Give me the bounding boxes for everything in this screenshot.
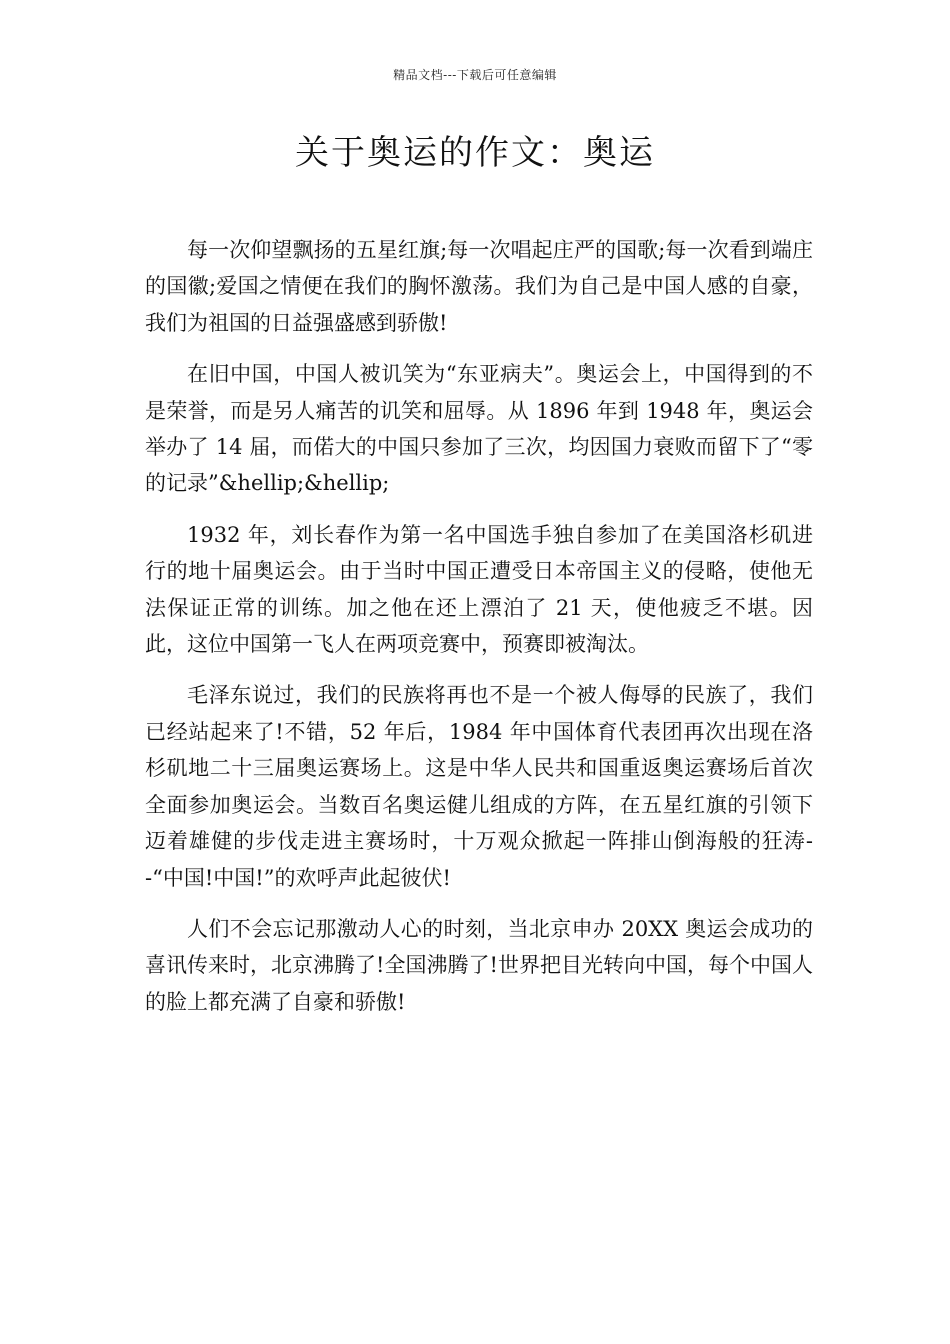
document-body (145, 232, 813, 1035)
header-note: 精品文档---下载后可任意编辑 (393, 68, 557, 82)
paragraph: 毛泽东说过，我们的民族将再也不是一个被人侮辱的民族了，我们已经站起来了!不错，52 年后，1984 年中国体育代表团再次出现在洛杉矶地二十三届奥运赛场上。这是中华人民共和国重返奥运赛场后首次全面参加奥运会。当数百名奥运健儿组成的方阵，在五星红旗的引领下迈着雄健的步伐走进主赛场时，十万观众掀起一阵排山倒海般的狂涛--“中国!中国!”的欢呼声此起彼伏! (145, 683, 813, 890)
paragraph: 人们不会忘记那激动人心的时刻，当北京申办 20XX 奥运会成功的喜讯传来时，北京沸腾了!全国沸腾了!世界把目光转向中国，每个中国人的脸上都充满了自豪和骄傲! (145, 916, 813, 1014)
paragraph: 每一次仰望飘扬的五星红旗;每一次唱起庄严的国歌;每一次看到端庄的国徽;爱国之情便在我们的胸怀激荡。我们为自己是中国人感的自豪，我们为祖国的日益强盛感到骄傲! (145, 238, 813, 335)
document-title: 关于奥运的作文：奥运 (295, 133, 655, 173)
paragraph: 1932 年，刘长春作为第一名中国选手独自参加了在美国洛杉矶进行的地十届奥运会。由于当时中国正遭受日本帝国主义的侵略，使他无法保证正常的训练。加之他在还上漂泊了 21 天，使他疲乏不堪。因此，这位中国第一飞人在两项竞赛中，预赛即被淘汰。 (145, 522, 813, 657)
paragraph: 在旧中国，中国人被讥笑为“东亚病夫”。奥运会上，中国得到的不是荣誉，而是另人痛苦的讥笑和屈辱。从 1896 年到 1948 年，奥运会举办了 14 届，而偌大的中国只参加了三次，均因国力衰败而留下了“零的记录”&hellip;&hellip; (145, 362, 813, 496)
